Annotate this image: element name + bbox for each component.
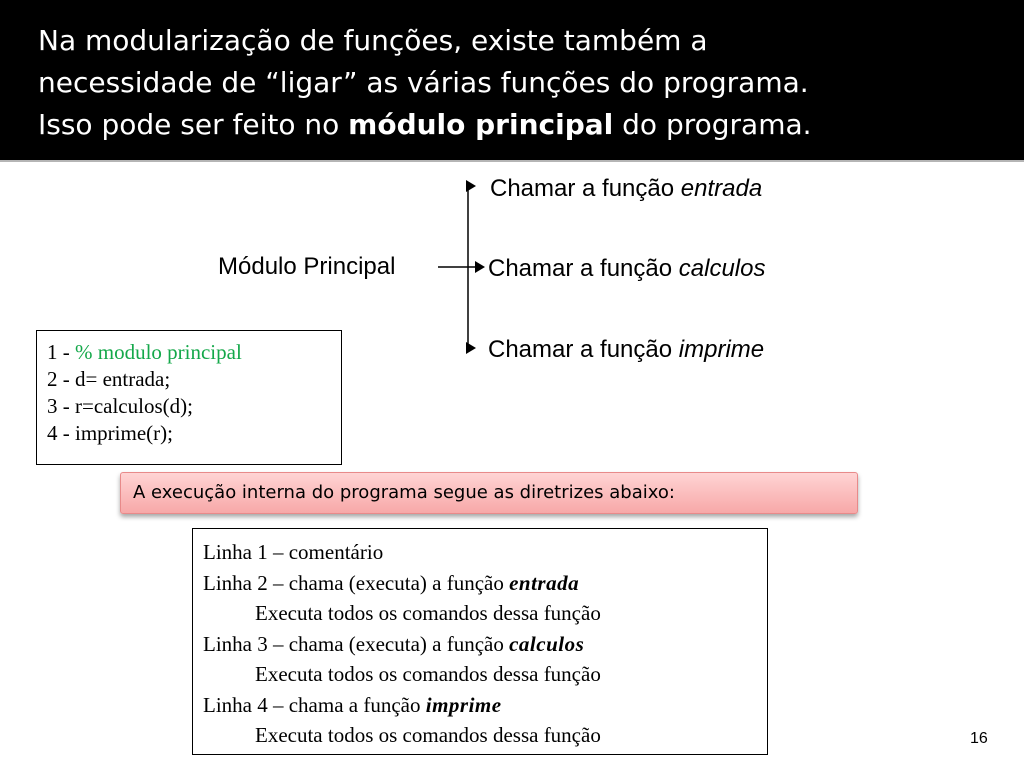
exec-line-2-prefix: Linha 2 – chama (executa) a função	[203, 570, 510, 595]
arrow-calculos-icon	[475, 261, 485, 273]
title-line-1: Na modularização de funções, existe também a	[38, 24, 708, 57]
code-line-4: 4 - imprime(r);	[47, 421, 173, 445]
code-line-2: 2 - d= entrada;	[47, 367, 171, 391]
exec-line-4-prefix: Linha 4 – chama a função	[203, 692, 426, 717]
call-imprime-prefix: Chamar a função	[488, 336, 679, 363]
exec-line-2	[203, 568, 757, 599]
title-line-3-bold: módulo principal	[348, 108, 614, 141]
title-line-3-prefix: Isso pode ser feito no	[38, 108, 349, 141]
call-calculos	[488, 255, 766, 283]
exec-line-1: Linha 1 – comentário	[203, 540, 384, 564]
call-entrada-name: entrada	[680, 175, 763, 202]
exec-line-3-prefix: Linha 3 – chama (executa) a função	[203, 631, 510, 656]
call-calculos-name: calculos	[678, 255, 766, 282]
exec-line-3-name: calculos	[509, 631, 585, 656]
call-imprime	[488, 336, 764, 364]
exec-line-4	[203, 690, 757, 721]
note-box: A execução interna do programa segue as diretrizes abaixo:	[120, 472, 858, 514]
call-calculos-prefix: Chamar a função	[488, 255, 679, 282]
exec-line-2-detail: Executa todos os comandos dessa função	[255, 601, 601, 625]
module-label: Módulo Principal	[218, 253, 396, 280]
code-line-1-num: 1 -	[47, 340, 75, 364]
exec-line-4-detail: Executa todos os comandos dessa função	[255, 723, 601, 747]
exec-line-3	[203, 629, 757, 660]
execution-box	[192, 528, 768, 755]
code-line-1	[47, 339, 331, 366]
exec-line-3-detail: Executa todos os comandos dessa função	[255, 662, 601, 686]
arrow-entrada-icon	[466, 180, 476, 192]
call-entrada-prefix: Chamar a função	[490, 175, 681, 202]
code-box	[36, 330, 342, 465]
title-line-2: necessidade de “ligar” as várias funções do programa.	[38, 66, 809, 99]
call-imprime-name: imprime	[678, 336, 765, 363]
exec-line-4-name: imprime	[425, 692, 502, 717]
code-comment: % modulo principal	[75, 340, 242, 364]
arrow-imprime-icon	[466, 342, 476, 354]
page-number: 16	[970, 730, 988, 747]
code-line-3: 3 - r=calculos(d);	[47, 394, 193, 418]
title-line-3-suffix: do programa.	[613, 108, 812, 141]
exec-line-2-name: entrada	[509, 570, 580, 595]
call-entrada	[490, 175, 762, 203]
